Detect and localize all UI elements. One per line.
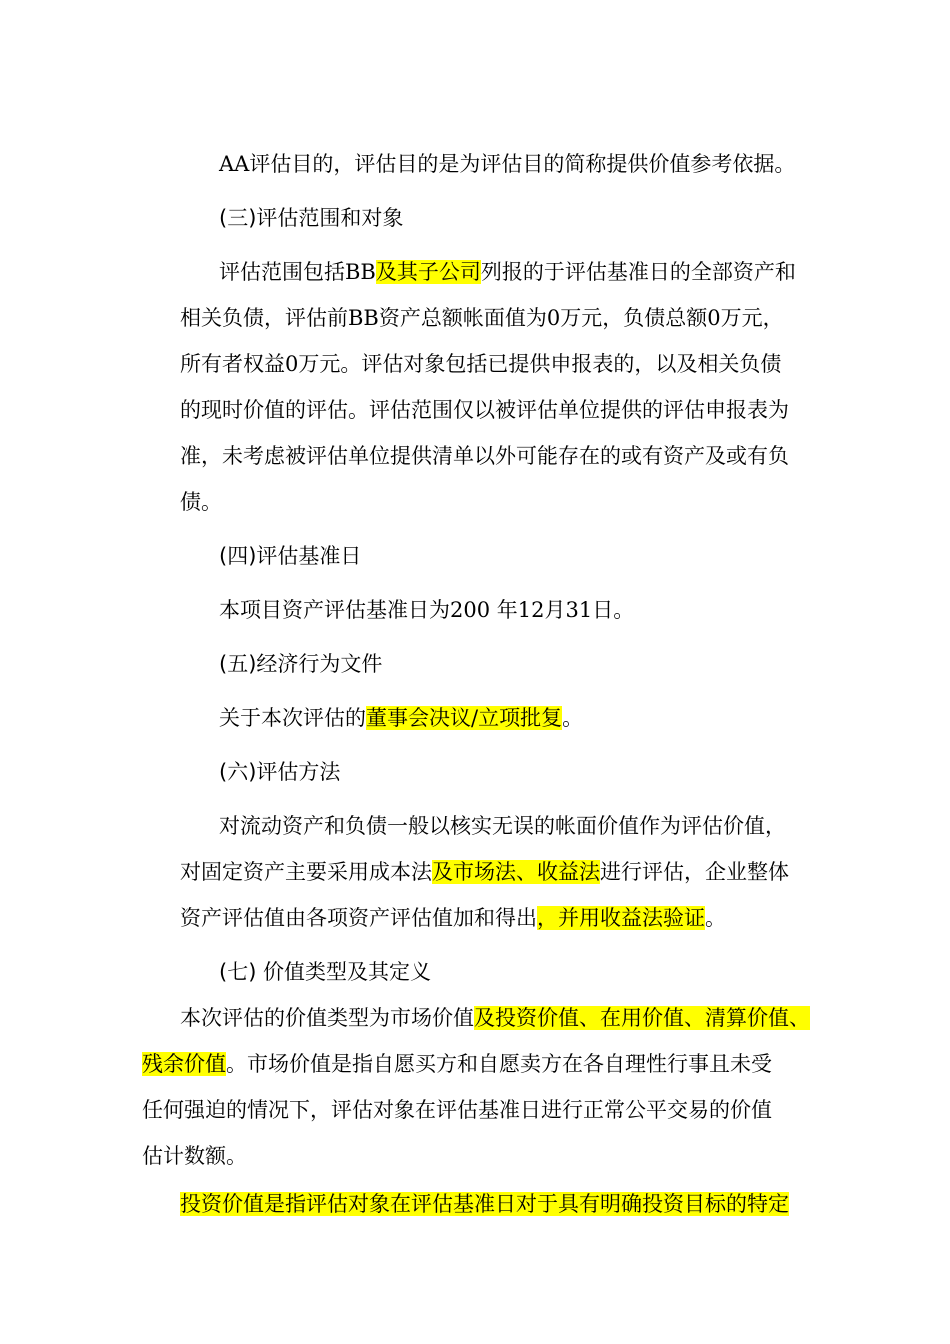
economic-text: 。 [562,706,584,730]
value-type-line-4: 估计数额。 [142,1144,247,1168]
purpose-paragraph: AA评估目的，评估目的是为评估目的简称提供价值参考依据。 [219,152,796,176]
heading-base-date: (四)评估基准日 [219,544,362,568]
value-type-line-3: 任何强迫的情况下，评估对象在评估基准日进行正常公平交易的价值 [142,1098,772,1122]
highlighted-text: 投资价值是指评估对象在评估基准日对于具有明确投资目标的特定 [180,1192,789,1216]
scope-line-6: 债。 [180,490,222,514]
method-line-1: 对流动资产和负债一般以核实无误的帐面价值作为评估价值， [219,814,786,838]
method-line-3 [180,903,726,933]
heading-economic-behavior: (五)经济行为文件 [219,652,383,676]
value-type-line-1 [180,1003,810,1033]
method-line-2 [180,857,789,887]
method-text: 。 [705,906,726,930]
scope-line-2: 相关负债，评估前BB资产总额帐面值为0万元，负债总额0万元， [180,306,784,330]
investment-value-paragraph [180,1189,789,1219]
scope-line-1 [219,257,796,287]
value-type-text: 本次评估的价值类型为市场价值 [180,1006,474,1030]
scope-line-3: 所有者权益0万元。评估对象包括已提供申报表的，以及相关负债 [180,352,782,376]
method-text: 对固定资产主要采用成本法 [180,860,432,884]
method-text: 进行评估，企业整体 [600,860,789,884]
highlighted-text: 残余价值 [142,1052,226,1076]
heading-scope: (三)评估范围和对象 [219,206,404,230]
heading-value-type: (七) 价值类型及其定义 [219,960,432,984]
highlighted-text: 及投资价值、在用价值、清算价值、 [474,1006,810,1030]
economic-text: 关于本次评估的 [219,706,366,730]
base-date-paragraph: 本项目资产评估基准日为200 年12月31日。 [219,598,635,622]
scope-line-5: 准，未考虑被评估单位提供清单以外可能存在的或有资产及或有负 [180,444,789,468]
highlighted-text: 及其子公司 [375,260,481,284]
scope-text: 列报的于评估基准日的全部资产和 [480,260,796,284]
value-type-line-2 [142,1049,772,1079]
highlighted-text: 董事会决议/立项批复 [366,706,563,730]
scope-text: 评估范围包括BB [219,260,376,284]
highlighted-text: 及市场法、收益法 [432,860,600,884]
highlighted-text: ，并用收益法验证 [537,906,705,930]
scope-line-4: 的现时价值的评估。评估范围仅以被评估单位提供的评估申报表为 [180,398,789,422]
method-text: 资产评估值由各项资产评估值加和得出 [180,906,537,930]
economic-behavior-paragraph [219,703,583,733]
heading-method: (六)评估方法 [219,760,341,784]
value-type-text: 。市场价值是指自愿买方和自愿卖方在各自理性行事且未受 [226,1052,772,1076]
